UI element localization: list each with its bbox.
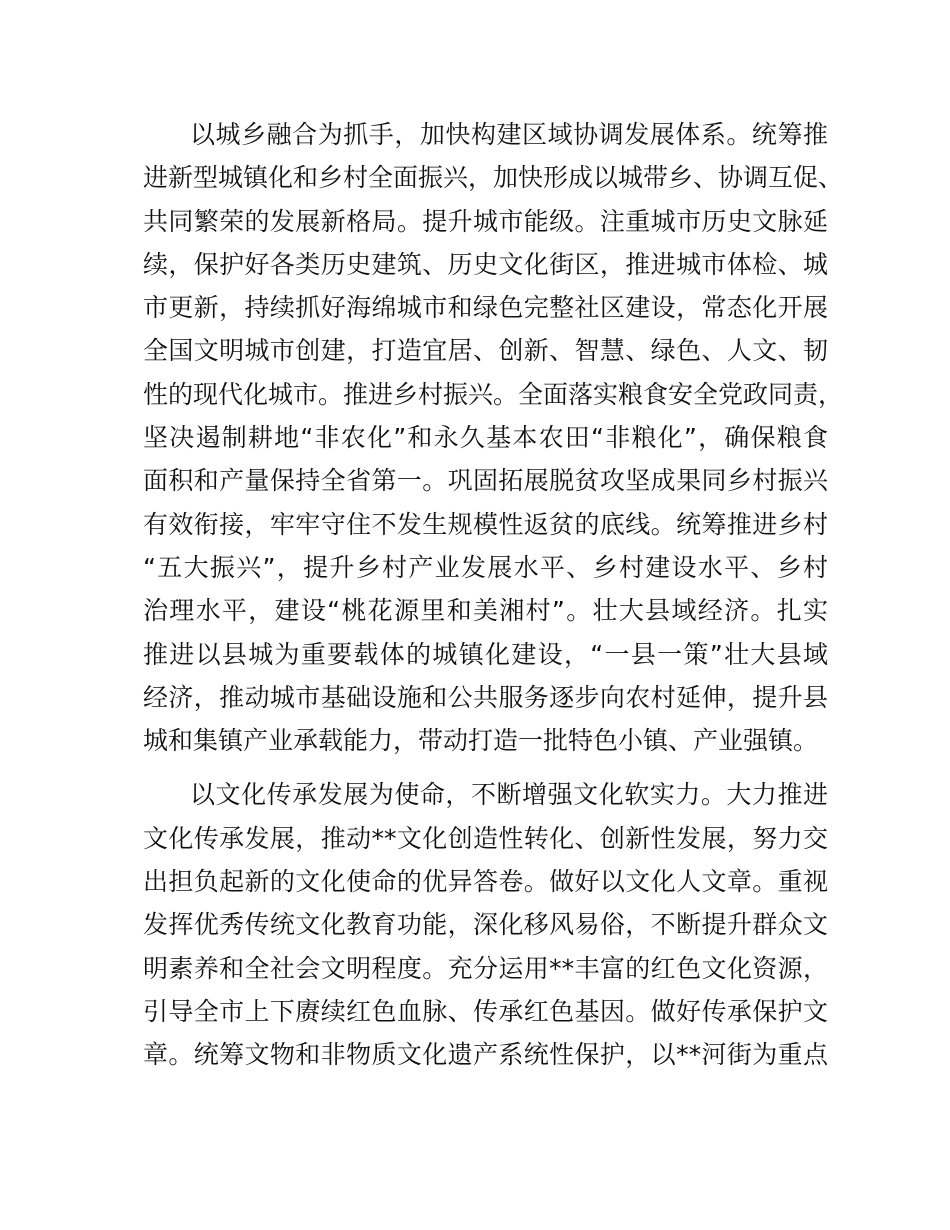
text-line: 章。统筹文物和非物质文化遗产系统性保护，以**河街为重点 xyxy=(143,1040,828,1070)
text-line: 坚决遏制耕地“非农化”和永久基本农田“非粮化”，确保粮食 xyxy=(143,423,828,453)
text-line: 共同繁荣的发展新格局。提升城市能级。注重城市历史文脉延 xyxy=(143,206,828,236)
text-line: 以文化传承发展为使命，不断增强文化软实力。大力推进 xyxy=(190,780,828,810)
text-line: 城和集镇产业承载能力，带动打造一批特色小镇、产业强镇。 xyxy=(143,726,819,756)
text-line: 性的现代化城市。推进乡村振兴。全面落实粮食安全党政同责， xyxy=(143,379,844,409)
paragraph-urban-rural xyxy=(143,113,844,762)
text-line: 全国文明城市创建，打造宜居、创新、智慧、绿色、人文、韧 xyxy=(143,336,828,366)
text-line: 明素养和全社会文明程度。充分运用**丰富的红色文化资源， xyxy=(143,953,828,983)
text-line: 引导全市上下赓续红色血脉、传承红色基因。做好传承保护文 xyxy=(143,996,828,1026)
text-line: 推进以县城为重要载体的城镇化建设，“一县一策”壮大县域 xyxy=(143,639,828,669)
paragraph-culture xyxy=(143,773,828,1076)
text-line: 进新型城镇化和乡村全面振兴，加快形成以城带乡、协调互促、 xyxy=(143,163,844,193)
text-line: 有效衔接，牢牢守住不发生规模性返贫的底线。统筹推进乡村 xyxy=(143,509,828,539)
text-line: 文化传承发展，推动**文化创造性转化、创新性发展，努力交 xyxy=(143,823,828,853)
text-line: 治理水平，建设“桃花源里和美湘村”。壮大县域经济。扎实 xyxy=(143,596,828,626)
text-line: 出担负起新的文化使命的优异答卷。做好以文化人文章。重视 xyxy=(143,867,828,897)
paragraph-spacer xyxy=(143,762,828,773)
text-line: “五大振兴”，提升乡村产业发展水平、乡村建设水平、乡村 xyxy=(143,552,828,582)
text-line: 经济，推动城市基础设施和公共服务逐步向农村延伸，提升县 xyxy=(143,682,828,712)
text-line: 面积和产量保持全省第一。巩固拓展脱贫攻坚成果同乡村振兴 xyxy=(143,466,828,496)
document-body xyxy=(143,113,844,1077)
text-line: 续，保护好各类历史建筑、历史文化街区，推进城市体检、城 xyxy=(143,249,828,279)
text-line: 以城乡融合为抓手，加快构建区域协调发展体系。统筹推 xyxy=(190,120,828,149)
text-line: 发挥优秀传统文化教育功能，深化移风易俗，不断提升群众文 xyxy=(143,910,828,940)
text-line: 市更新，持续抓好海绵城市和绿色完整社区建设，常态化开展 xyxy=(143,293,828,323)
